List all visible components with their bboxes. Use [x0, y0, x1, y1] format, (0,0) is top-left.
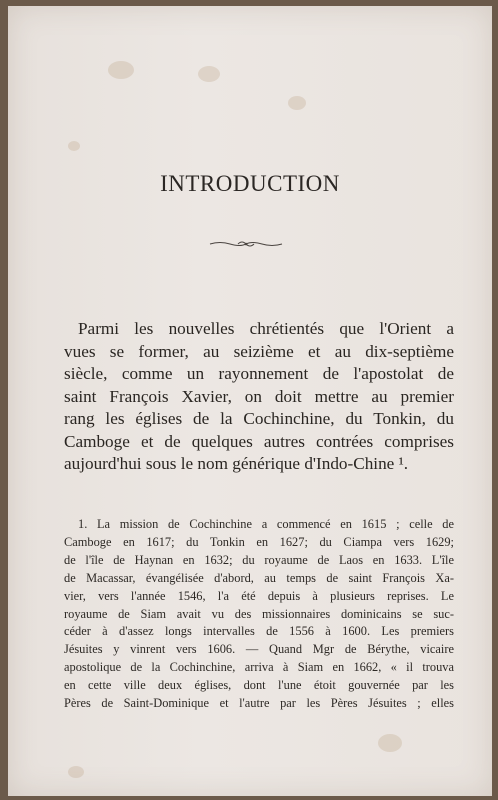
footnote-line: apostolique de la Cochinchine, arriva à Siam en 1662, « il trouva	[64, 660, 454, 675]
footnote-line: de l'île de Haynan en 1632; du royaume de Laos en 1633. L'île	[64, 552, 454, 567]
paragraph-line: vues se former, au seizième et au dix-septième	[64, 341, 454, 361]
paragraph-line: siècle, comme un rayonnement de l'apostolat de	[64, 364, 454, 383]
paragraph-line: saint François Xavier, on doit mettre au premier	[64, 386, 454, 406]
foxing-spot	[198, 66, 220, 82]
footnote-line: Camboge en 1617; du Tonkin en 1627; du Ciampa vers 1629;	[64, 534, 454, 549]
floral-rule-ornament-icon	[208, 238, 284, 250]
paragraph-line: Camboge et de quelques autres contrées comprises	[64, 431, 454, 451]
foxing-spot	[68, 141, 80, 151]
foxing-spot	[108, 61, 134, 79]
paragraph-line: rang les églises de la Cochinchine, du Tonkin, du	[64, 409, 454, 428]
page-title: INTRODUCTION	[160, 171, 340, 196]
paragraph-line: Parmi les nouvelles chrétientés que l'Orient a	[78, 319, 454, 338]
paragraph-line: aujourd'hui sous le nom générique d'Indo-Chine ¹.	[64, 454, 409, 473]
footnote	[64, 516, 454, 713]
book-page	[8, 6, 492, 796]
footnote-line: vier, vers l'année 1546, l'a été depuis à plusieurs reprises. Le	[64, 588, 454, 603]
foxing-spot	[378, 734, 402, 752]
footnote-line: Jésuites y vinrent vers 1606. — Quand Mgr de Bérythe, vicaire	[64, 642, 454, 657]
footnote-line: Pères de Saint-Dominique et l'autre par les Pères Jésuites ; elles	[64, 696, 454, 711]
footnote-line: 1. La mission de Cochinchine a commencé en 1615 ; celle de	[78, 517, 454, 531]
footnote-line: royaume de Siam avait vu des missionnaires dominicains se suc-	[64, 606, 454, 621]
footnote-line: céder à d'assez longs intervalles de 1556 à 1600. Les premiers	[64, 624, 454, 639]
introduction-paragraph	[64, 318, 454, 476]
foxing-spot	[68, 766, 84, 778]
footnote-line: de Macassar, évangélisée d'abord, au temps de saint François Xa-	[64, 570, 454, 585]
foxing-spot	[288, 96, 306, 110]
footnote-line: en cette ville deux églises, dont l'une étoit gouvernée par les	[64, 678, 454, 693]
